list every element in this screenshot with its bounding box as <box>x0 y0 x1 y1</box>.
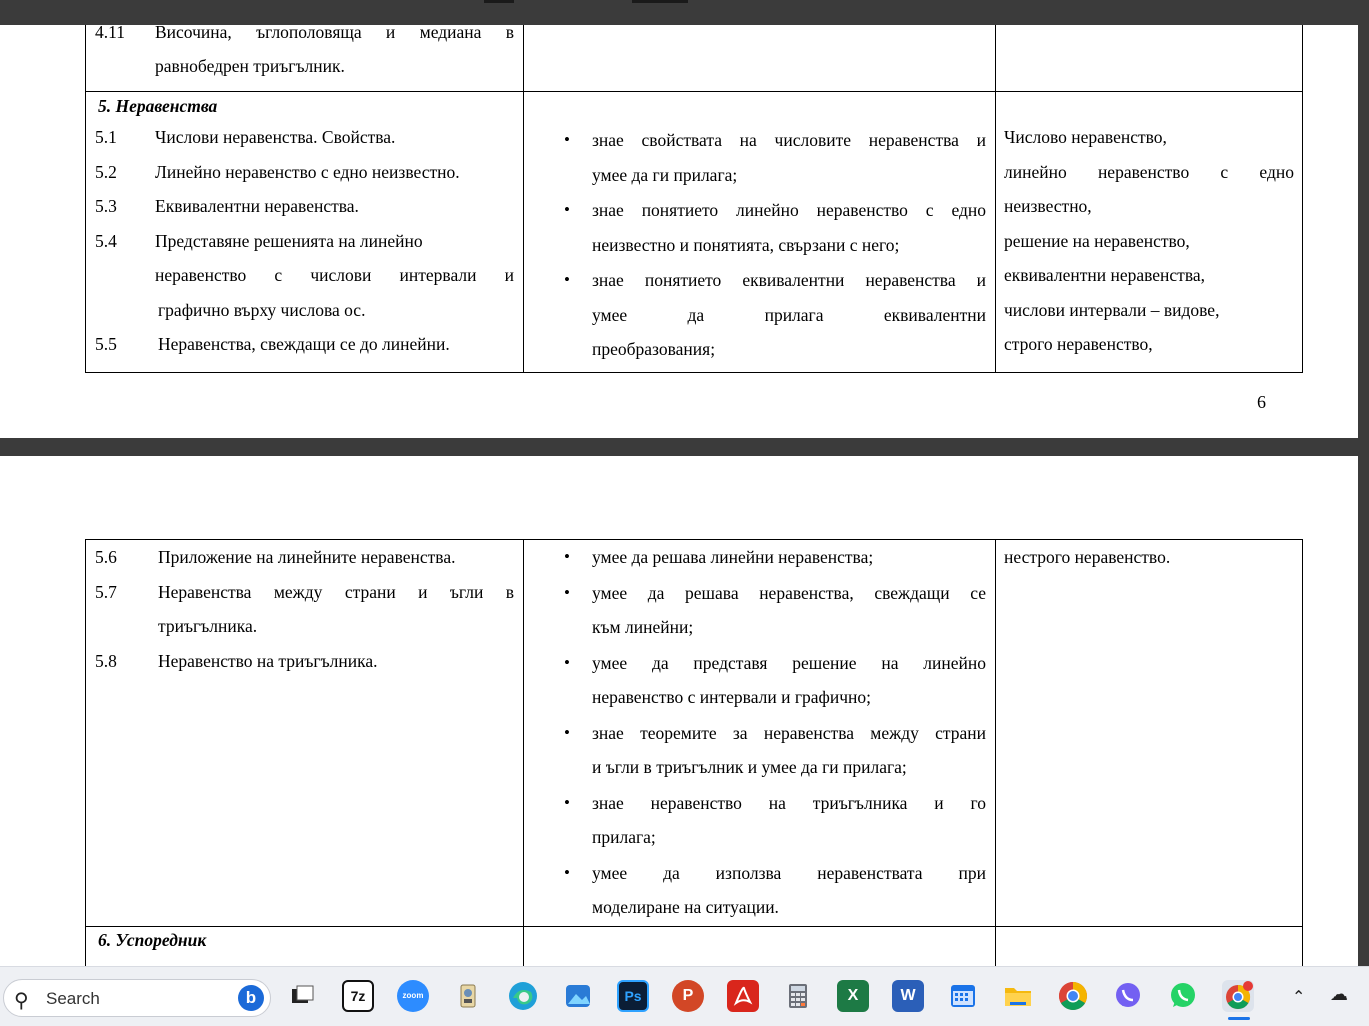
viber-icon[interactable] <box>1112 980 1144 1012</box>
term: неизвестно, <box>1004 196 1092 216</box>
term: числови интервали – видове, <box>1004 299 1220 320</box>
acrobat-icon[interactable] <box>727 980 759 1012</box>
item-number: 5.3 <box>95 196 117 216</box>
item-text: Еквивалентни неравенства. <box>155 196 359 216</box>
powerpoint-icon[interactable]: P <box>672 980 704 1012</box>
item-text: равнобедрен триъгълник. <box>155 56 345 76</box>
section-title: 5. Неравенства <box>98 96 218 116</box>
item-text: Приложение на линейните неравенства. <box>158 547 456 567</box>
term: еквивалентни неравенства, <box>1004 265 1206 285</box>
item-text: Неравенство на триъгълника. <box>158 650 378 671</box>
term: линейно неравенство с едно <box>1004 161 1294 182</box>
page-number: 6 <box>1257 392 1266 412</box>
item-text: триъгълника. <box>158 616 258 636</box>
terms-cell <box>996 25 1303 92</box>
topic-cell <box>86 92 524 373</box>
terms-cell <box>996 927 1303 967</box>
document-page-7 <box>0 456 1358 966</box>
item-text: Представяне решенията на линейно <box>155 230 423 251</box>
item-number: 5.5 <box>95 334 117 354</box>
item-number: 5.8 <box>95 650 117 671</box>
whatsapp-icon[interactable] <box>1167 980 1199 1012</box>
item-number: 5.6 <box>95 547 117 567</box>
item-number: 4.11 <box>95 25 125 42</box>
item-number: 5.4 <box>95 230 117 251</box>
item-number: 5.1 <box>95 127 117 147</box>
bing-icon[interactable]: b <box>238 985 264 1011</box>
term: решение на неравенство, <box>1004 230 1190 251</box>
outcome-item: • умее да представя решение на линейно неравенство с интервали и графично; <box>564 646 986 715</box>
word-icon[interactable]: W <box>892 980 924 1012</box>
file-explorer-icon[interactable] <box>1002 980 1034 1012</box>
active-app-indicator <box>1228 1017 1250 1020</box>
topic-cell <box>86 25 524 92</box>
item-text: Числови неравенства. Свойства. <box>155 127 396 147</box>
task-view-icon[interactable] <box>287 980 319 1012</box>
outcome-item: • умее да решава линейни неравенства; <box>564 540 986 575</box>
curriculum-table-page-6 <box>85 25 1303 373</box>
item-text: Височина, ъглополовяща и медиана в <box>155 25 514 42</box>
edge-icon[interactable] <box>507 980 539 1012</box>
calendar-icon[interactable] <box>947 980 979 1012</box>
search-icon: ⚲ <box>14 990 29 1012</box>
windows-taskbar <box>0 966 1369 1026</box>
outcomes-cell <box>524 927 996 967</box>
toolbar-fragment <box>484 0 514 3</box>
outcome-item: • знае понятието линейно неравенство с едно неизвестно и понятията, свързани с него; <box>564 193 986 262</box>
scrollbar-track[interactable] <box>1358 25 1369 966</box>
term: нестрого неравенство. <box>1004 547 1171 567</box>
table-row-section-5-cont <box>86 540 1303 927</box>
table-row-4-11 <box>86 25 1303 92</box>
table-row-section-6 <box>86 927 1303 967</box>
item-text: Неравенства, свеждащи се до линейни. <box>158 334 450 354</box>
photo-viewer-icon[interactable] <box>452 980 484 1012</box>
terms-cell <box>996 540 1303 927</box>
outcomes-cell <box>524 25 996 92</box>
term: строго неравенство, <box>1004 334 1153 354</box>
outcomes-cell <box>524 540 996 927</box>
document-page-6 <box>0 25 1358 438</box>
item-number: 5.7 <box>95 581 117 602</box>
terms-cell <box>996 92 1303 373</box>
item-number: 5.2 <box>95 161 117 182</box>
7zip-icon[interactable]: 7z <box>342 980 374 1012</box>
outcome-item: • умее да използва неравенствата при моделиране на ситуации. <box>564 856 986 925</box>
topic-cell <box>86 540 524 927</box>
term: Числово неравенство, <box>1004 127 1167 147</box>
search-label: Search <box>46 989 100 1008</box>
calculator-icon[interactable] <box>782 980 814 1012</box>
section-title: 6. Успоредник <box>98 930 207 950</box>
onedrive-cloud-icon[interactable]: ☁ <box>1330 984 1348 1005</box>
item-text: Линейно неравенство с едно неизвестно. <box>155 161 460 182</box>
item-text: графично върху числова ос. <box>158 299 366 320</box>
outcome-item: • знае понятието еквивалентни неравенства и умее да прилага еквивалентни преобразования; <box>564 263 986 367</box>
outcome-item: • умее да решава неравенства, свеждащи се към линейни; <box>564 576 986 645</box>
outcome-item: • знае свойствата на числовите неравенства и умее да ги прилага; <box>564 123 986 192</box>
excel-icon[interactable]: X <box>837 980 869 1012</box>
zoom-icon[interactable]: zoom <box>397 980 429 1012</box>
table-row-section-5 <box>86 92 1303 373</box>
topic-cell <box>86 927 524 967</box>
viewer-toolbar-strip <box>0 0 1369 25</box>
chrome-icon[interactable] <box>1057 980 1089 1012</box>
outcome-item: • знае теоремите за неравенства между страни и ъгли в триъгълник и умее да ги прилага; <box>564 716 986 785</box>
item-text: неравенство с числови интервали и <box>155 265 514 285</box>
curriculum-table-page-7 <box>85 539 1303 966</box>
photos-icon[interactable] <box>562 980 594 1012</box>
taskbar-search-box[interactable] <box>3 979 271 1017</box>
outcome-item: • знае неравенство на триъгълника и го прилага; <box>564 786 986 855</box>
toolbar-fragment <box>632 0 688 3</box>
item-text: Неравенства между страни и ъгли в <box>158 581 514 602</box>
outcomes-cell <box>524 92 996 373</box>
chevron-up-icon[interactable]: ⌃ <box>1292 987 1306 1006</box>
photoshop-icon[interactable]: Ps <box>617 980 649 1012</box>
chrome-active-icon[interactable] <box>1222 980 1254 1012</box>
